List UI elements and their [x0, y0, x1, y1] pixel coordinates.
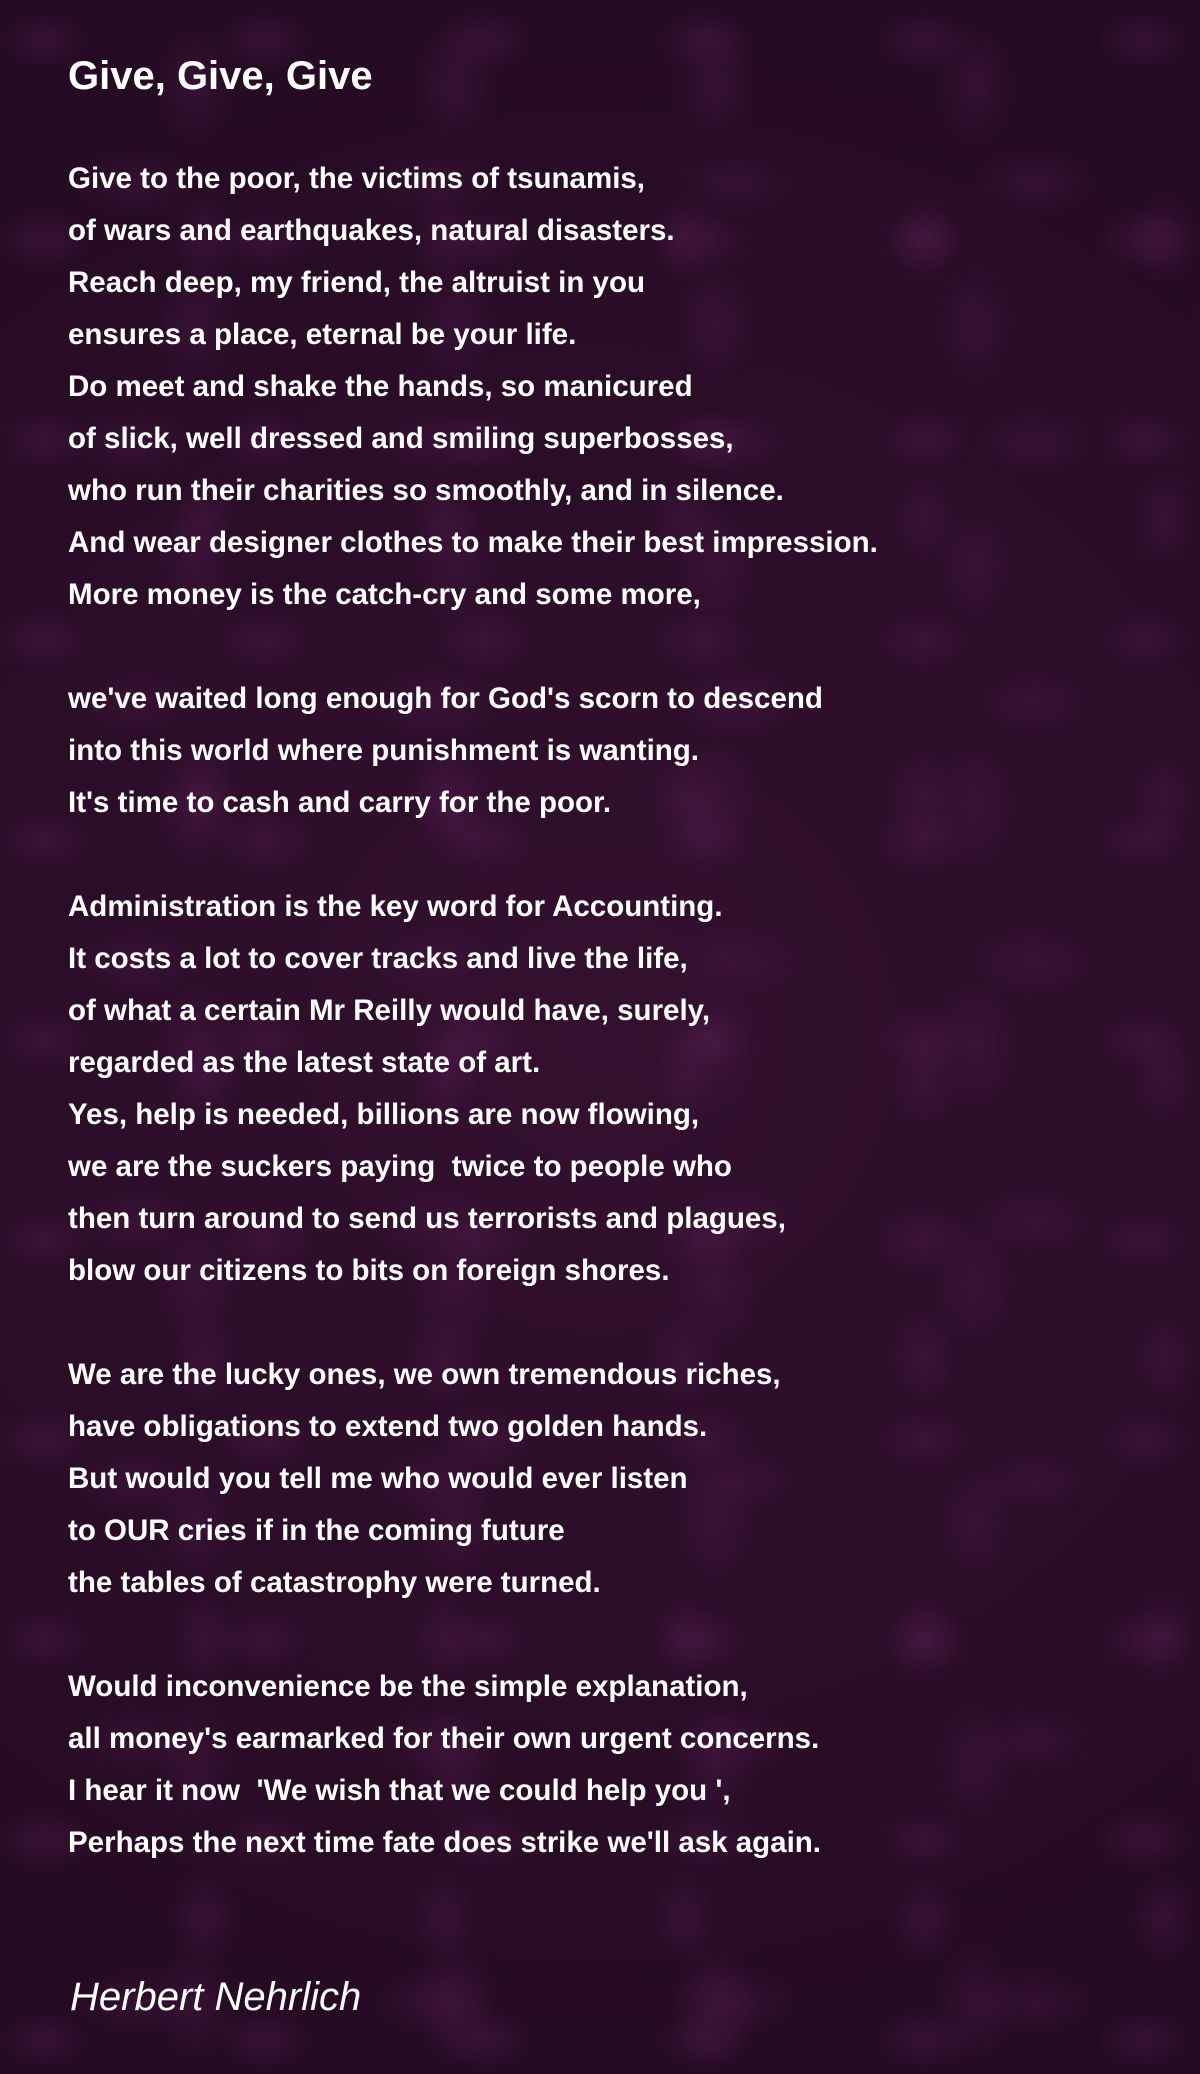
poem-line: Yes, help is needed, billions are now flowing, — [68, 1098, 700, 1131]
poem-line: all money's earmarked for their own urgent concerns. — [68, 1722, 820, 1755]
poem-line: regarded as the latest state of art. — [68, 1046, 541, 1079]
poem-stanza — [68, 153, 1168, 621]
poem-title: Give, Give, Give — [68, 54, 373, 98]
poem-line: We are the lucky ones, we own tremendous riches, — [68, 1358, 781, 1391]
poem-line: Would inconvenience be the simple explanation, — [68, 1670, 748, 1703]
poem-line: Do meet and shake the hands, so manicured — [68, 370, 693, 403]
poem-line: More money is the catch-cry and some more, — [68, 578, 701, 611]
poem-line: But would you tell me who would ever listen — [68, 1462, 688, 1495]
poem-line: Perhaps the next time fate does strike we'll ask again. — [68, 1826, 821, 1859]
poem-line: I hear it now 'We wish that we could help you ', — [68, 1774, 731, 1807]
poem-line: have obligations to extend two golden hands. — [68, 1410, 708, 1443]
poem-line: who run their charities so smoothly, and in silence. — [68, 474, 784, 507]
poem-line: into this world where punishment is wanting. — [68, 734, 699, 767]
poem-author: Herbert Nehrlich — [70, 1975, 362, 2019]
poem-line: It's time to cash and carry for the poor. — [68, 786, 612, 819]
poem-line: And wear designer clothes to make their best impression. — [68, 526, 878, 559]
poem-line: of slick, well dressed and smiling superbosses, — [68, 422, 734, 455]
poem-line: we've waited long enough for God's scorn to descend — [68, 682, 823, 715]
poem-line: of wars and earthquakes, natural disasters. — [68, 214, 675, 247]
poem-line: Reach deep, my friend, the altruist in you — [68, 266, 646, 299]
poem-body — [68, 153, 1168, 1921]
poem-line: we are the suckers paying twice to people who — [68, 1150, 732, 1183]
poem-stanza — [68, 1661, 1168, 1869]
poem-line: to OUR cries if in the coming future — [68, 1514, 565, 1547]
poem-line: the tables of catastrophy were turned. — [68, 1566, 601, 1599]
poem-stanza — [68, 1349, 1168, 1609]
poem-stanza — [68, 881, 1168, 1297]
poem-line: It costs a lot to cover tracks and live the life, — [68, 942, 688, 975]
poem-line: blow our citizens to bits on foreign shores. — [68, 1254, 670, 1287]
poem-line: of what a certain Mr Reilly would have, surely, — [68, 994, 711, 1027]
poem-line: then turn around to send us terrorists and plagues, — [68, 1202, 786, 1235]
poem-line: ensures a place, eternal be your life. — [68, 318, 577, 351]
poem-line: Give to the poor, the victims of tsunamis, — [68, 162, 645, 195]
poem-stanza — [68, 673, 1168, 829]
poem-line: Administration is the key word for Accounting. — [68, 890, 723, 923]
